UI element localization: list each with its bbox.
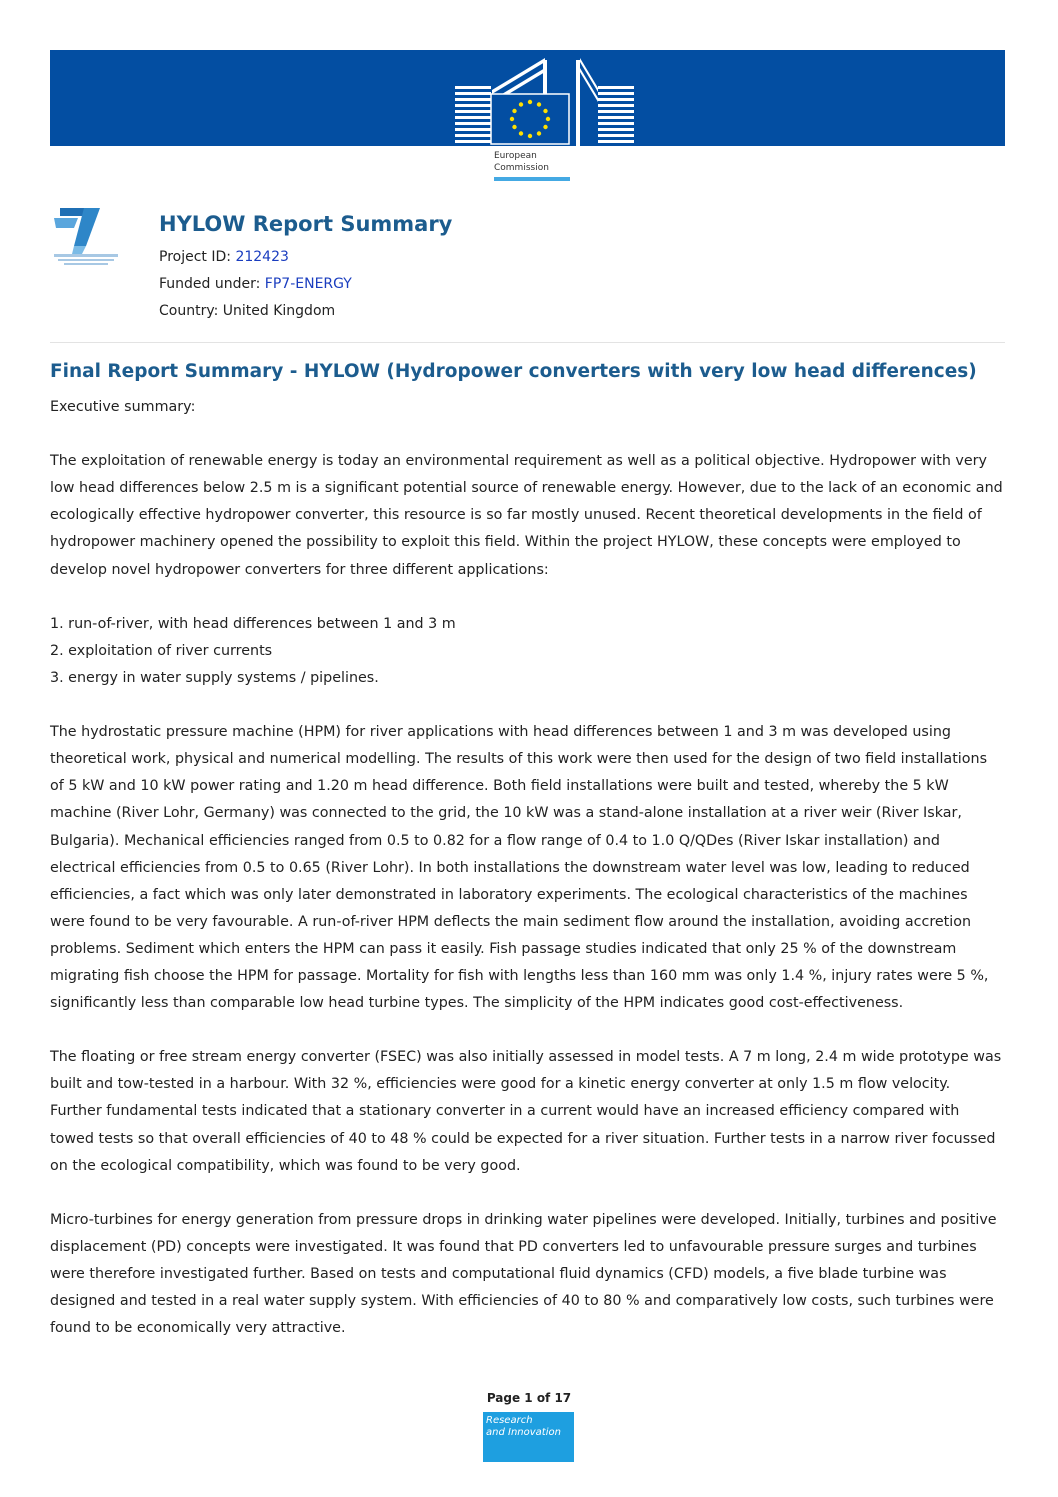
paragraph-intro: The exploitation of renewable energy is today an environmental requirement as well as a political objective. Hydropower with very low head differences below 2.5 m is a significant potential source of renewable energy. However, due to the lack of an economic and ecologically effective hydropower converter, this resource is so far mostly unused. Recent theoretical developments in the field of hydropower machinery opened the possibility to exploit this field. Within the project HYLOW, these concepts were employed to develop novel hydropower converters for three different applications: (50, 453, 1003, 578)
report-body (50, 394, 1005, 1369)
list-item: 2. exploitation of river currents (50, 642, 273, 659)
fp7-logo-icon (54, 208, 118, 266)
paragraph-fsec: The floating or free stream energy converter (FSEC) was also initially assessed in model tests. A 7 m long, 2.4 m wide prototype was built and tow-tested in a harbour. With 32 %, efficiencies were good for a kinetic energy converter at only 1.5 m flow velocity. Further fundamental tests indicated that a stationary converter in a current would have an increased efficiency compared with towed tests so that overall efficiencies of 40 to 48 % could be expected for a river situation. Further tests in a narrow river focussed on the ecological compatibility, which was found to be very good. (50, 1049, 1002, 1174)
page-number: Page 1 of 17 (486, 1391, 572, 1405)
ec-name (494, 150, 549, 174)
country-label: Country: (159, 303, 219, 319)
country-value: United Kingdom (222, 303, 336, 319)
project-id-label: Project ID: (159, 249, 231, 265)
research-innovation-badge (483, 1412, 574, 1462)
page-title: HYLOW Report Summary (159, 212, 453, 236)
ec-name-line2: Commission (494, 163, 549, 173)
funded-under-row (159, 276, 352, 292)
ri-line1: Research (486, 1415, 533, 1426)
list-item: 3. energy in water supply systems / pipelines. (50, 669, 379, 686)
country-row (159, 303, 335, 319)
list-item: 1. run-of-river, with head differences between 1 and 3 m (50, 615, 456, 632)
project-id-row (159, 249, 289, 265)
paragraph-micro-turbines: Micro-turbines for energy generation from pressure drops in drinking water pipelines were developed. Initially, turbines and positive displacement (PD) concepts were investigated. It was found that PD converters led to unfavourable pressure surges and turbines were therefore investigated further. Based on tests and computational fluid dynamics (CFD) models, a five blade turbine was designed and tested in a real water supply system. With efficiencies of 40 to 80 % and comparatively low costs, such turbines were found to be economically very attractive. (50, 1211, 997, 1337)
funded-under-label: Funded under: (159, 276, 261, 292)
project-id-link[interactable]: 212423 (235, 249, 289, 265)
report-heading: Final Report Summary - HYLOW (Hydropower converters with very low head differences) (50, 361, 977, 382)
ri-line2: and Innovation (486, 1427, 561, 1438)
executive-summary-label: Executive summary: (50, 399, 196, 415)
funded-under-link[interactable]: FP7-ENERGY (264, 276, 352, 292)
paragraph-hpm: The hydrostatic pressure machine (HPM) for river applications with head differences between 1 and 3 m was developed using theoretical work, physical and numerical modelling. The results of this work were then used for the design of two field installations of 5 kW and 10 kW power rating and 1.20 m head difference. Both field installations were built and tested, whereby the 5 kW machine (River Lohr, Germany) was connected to the grid, the 10 kW was a stand-alone installation at a river weir (River Iskar, Bulgaria). Mechanical efficiencies ranged from 0.5 to 0.82 for a flow range of 0.4 to 1.0 Q/QDes (River Iskar installation) and electrical efficiencies from 0.5 to 0.65 (River Lohr). In both installations the downstream water level was low, leading to reduced efficiencies, a fact which was only later demonstrated in laboratory experiments. The ecological characteristics of the machines were found to be very favourable. A run-of-river HPM deflects the main sediment flow around the installation, avoiding accretion problems. Sediment which enters the HPM can pass it easily. Fish passage studies indicated that only 25 % of the downstream migrating fish choose the HPM for passage. Mortality for fish with lengths less than 160 mm was only 1.4 %, injury rates were 5 %, significantly less than comparable low head turbine types. The simplicity of the HPM indicates good cost-effectiveness. (50, 724, 989, 1012)
ec-name-line1: European (494, 151, 537, 161)
divider (50, 342, 1005, 343)
ec-underline (494, 177, 570, 181)
